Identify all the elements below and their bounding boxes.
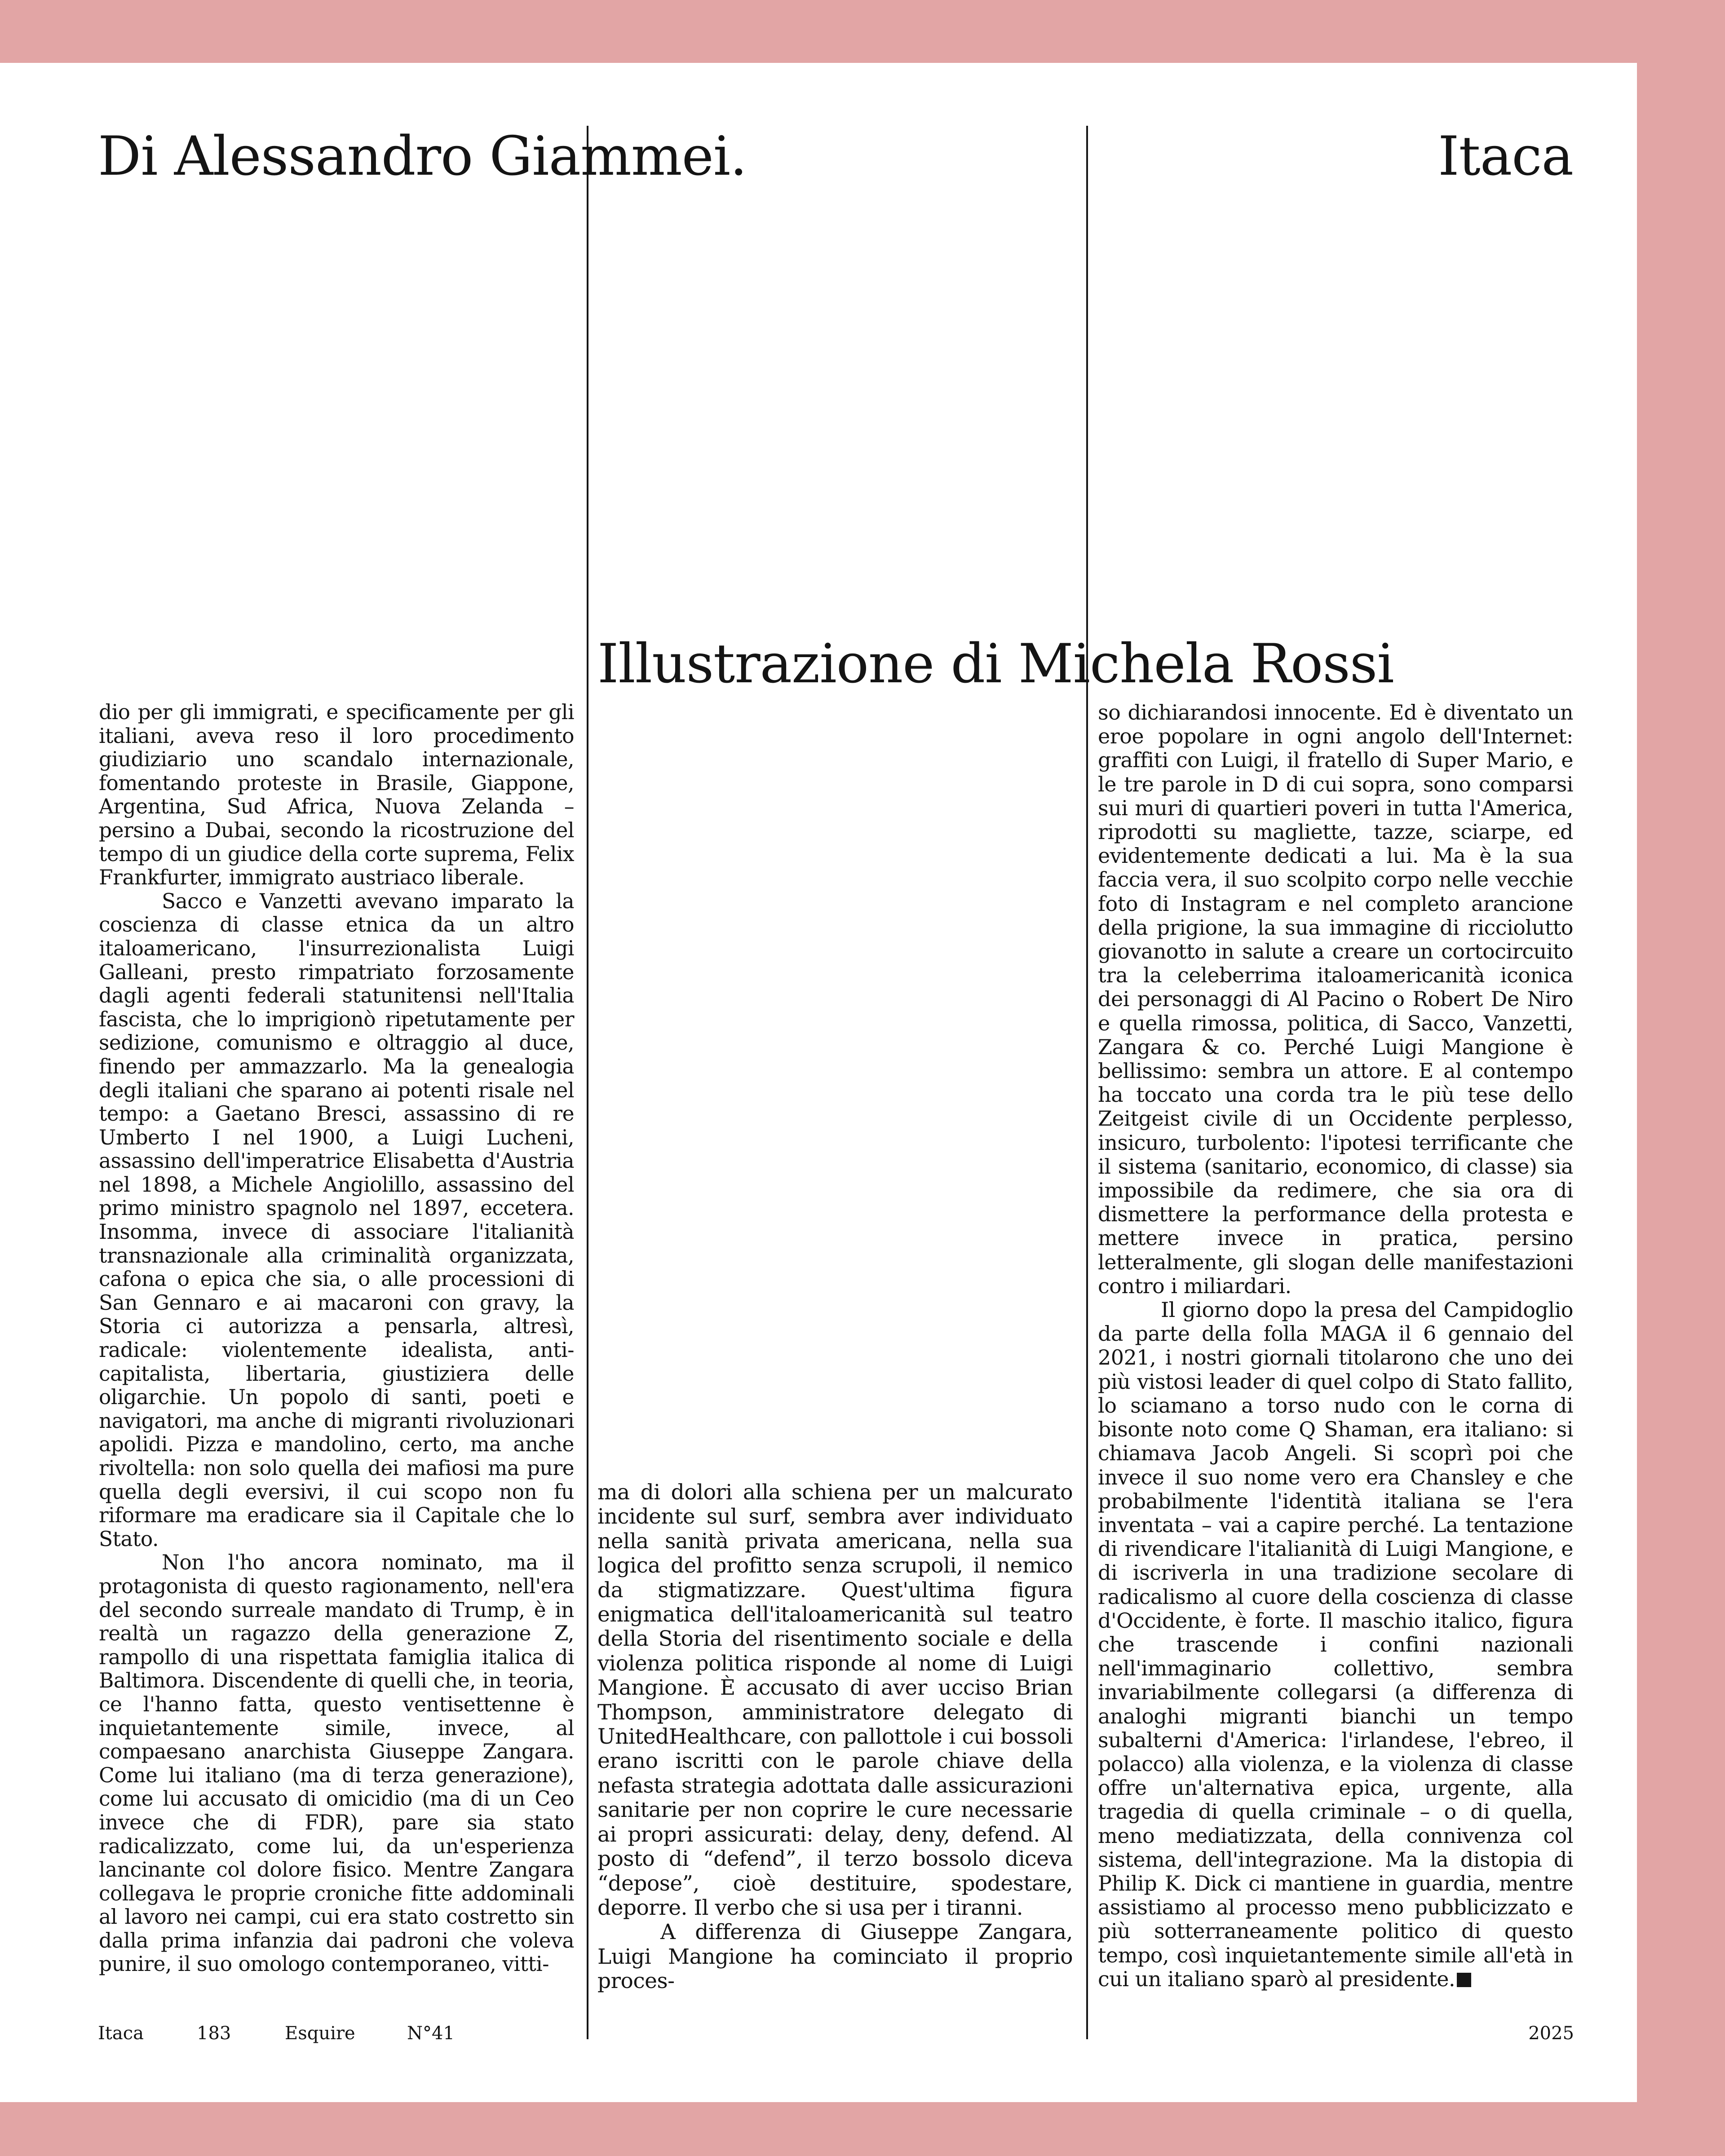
paragraph: dio per gli immigrati, e specificamente per gli italiani, aveva reso il loro procedimento giudiziario uno scandalo internazionale, fomentando proteste in Brasile, Giappone, Argentina, Sud Africa, Nuova Zelanda – persino a Dubai, secondo la ricostruzione del tempo di un giudice della corte suprema, Felix Frankfurter, immigrato austriaco liberale. [99,700,574,890]
footer-magazine: Esquire [285,2023,355,2044]
magazine-page [0,63,1637,2102]
illustration-credit: Illustrazione di Michela Rossi [597,633,1394,695]
paragraph-final [1098,1298,1573,1991]
text-column-1 [99,701,574,1976]
column-rule-left [587,126,588,2039]
paragraph-text: Il giorno dopo la presa del Campidoglio da parte della folla MAGA il 6 gennaio del 2021, i nostri giornali titolarono che uno dei più vistosi leader di quel colpo di Stato fallito, lo sciamano a torso nudo con le corna di bisonte noto come Q Shaman, era italiano: si chiamava Jacob Angeli. Si scoprì poi che invece il suo nome vero era Chansley e che probabilmente l'identità italiana se l'era inventata – vai a capire perché. La tentazione di rivendicare l'italianità di Luigi Mangione, e di iscriverla in una tradizione secolare di radicalismo al cuore della coscienza di classe d'Occidente, è forte. Il maschio italico, figura che trascende i confini nazionali nell'immaginario collettivo, sembra invariabilmente collegarsi (a differenza di analoghi migranti bianchi un tempo subalterni d'America: l'irlandese, l'ebreo, il polacco) alla violenza, e la violenza di classe offre un'alternativa epica, urgente, alla tragedia di quella criminale – o di quella, meno mediatizzata, della connivenza col sistema, dell'integrazione. Ma la distopia di Philip K. Dick ci mantiene in guardia, mentre assistiamo al processo meno pubblicizzato e più sotterraneamente politico di questo tempo, così inquietantemente simile all'età in cui un italiano sparò al presidente. [1098,1298,1573,1991]
paragraph: Sacco e Vanzetti avevano imparato la coscienza di classe etnica da un altro italoamericano, l'insurrezionalista Luigi Galleani, presto rimpatriato forzosamente dagli agenti federali statunitensi nell'Italia fascista, che lo imprigionò ripetutamente per sedizione, comunismo e oltraggio al duce, finendo per ammazzarlo. Ma la genealogia degli italiani che sparano ai potenti risale nel tempo: a Gaetano Bresci, assassino di re Umberto I nel 1900, a Luigi Lucheni, assassino dell'imperatrice Elisabetta d'Austria nel 1898, a Michele Angiolillo, assassino del primo ministro spagnolo nel 1897, eccetera. Insomma, invece di associare l'italianità transnazionale alla criminalità organizzata, cafona o epica che sia, o alle processioni di San Gennaro e ai macaroni con gravy, la Storia ci autorizza a pensarla, altresì, radicale: violentemente idealista, anti-capitalista, libertaria, giustiziera delle oligarchie. Un popolo di santi, poeti e navigatori, ma anche di migranti rivoluzionari apolidi. Pizza e mandolino, certo, ma anche rivoltella: non solo quella dei mafiosi ma pure quella degli eversivi, il cui scopo non fu riformare ma eradicare sia il Capitale che lo Stato. [99,889,574,1551]
column-rule-right [1086,126,1088,2039]
end-mark-icon [1457,1973,1471,1987]
section-title: Itaca [1438,125,1573,188]
paragraph: Non l'ho ancora nominato, ma il protagonista di questo ragionamento, nell'era del secondo surreale mandato di Trump, è in realtà un ragazzo della generazione Z, rampollo di una rispettata famiglia italica di Baltimora. Discendente di quelli che, in teoria, ce l'hanno fatta, questo ventisettenne è inquietantemente simile, invece, al compaesano anarchista Giuseppe Zangara. Come lui italiano (ma di terza generazione), come lui accusato di omicidio (ma di un Ceo invece che di FDR), pare sia stato radicalizzato, come lui, da un'esperienza lancinante col dolore fisico. Mentre Zangara collegava le proprie croniche fitte addominali al lavoro nei campi, cui era stato costretto sin dalla prima infanzia dai padroni che voleva punire, il suo omologo contemporaneo, vitti- [99,1551,574,1976]
footer-section: Itaca [98,2023,144,2044]
footer-page-number: 183 [197,2023,231,2044]
text-column-3 [1098,701,1573,1991]
paragraph: A differenza di Giuseppe Zangara, Luigi Mangione ha cominciato il proprio proces- [597,1920,1073,1994]
paragraph: so dichiarandosi innocente. Ed è diventato un eroe popolare in ogni angolo dell'Internet: graffiti con Luigi, il fratello di Super Mario, e le tre parole in D di cui sopra, sono comparsi sui muri di quartieri poveri in tutta l'America, riprodotti su magliette, tazze, sciarpe, ed evidentemente dedicati a lui. Ma è la sua faccia vera, il suo scolpito corpo nelle vecchie foto di Instagram e nel completo arancione della prigione, la sua immagine di ricciolutto giovanotto in salute a creare un cortocircuito tra la celeberrima italoamericanità iconica dei personaggi di Al Pacino o Robert De Niro e quella rimossa, politica, di Sacco, Vanzetti, Zangara & co. Perché Luigi Mangione è bellissimo: sembra un attore. E al contempo ha toccato una corda tra le più tese dello Zeitgeist civile di un Occidente perplesso, insicuro, turbolento: l'ipotesi terrificante che il sistema (sanitario, economico, di classe) sia impossibile da redimere, che sia ora di dismettere la performance della protesta e mettere invece in pratica, persino letteralmente, gli slogan delle manifestazioni contro i miliardari. [1098,700,1573,1298]
footer-year: 2025 [1528,2023,1574,2044]
author-byline: Di Alessandro Giammei. [98,125,747,188]
footer-issue: N°41 [407,2023,455,2044]
text-column-2 [597,1480,1073,1994]
paragraph: ma di dolori alla schiena per un malcurato incidente sul surf, sembra aver individuato nella sanità privata americana, nella sua logica del profitto senza scrupoli, il nemico da stigmatizzare. Quest'ultima figura enigmatica dell'italoamericanità sul teatro della Storia del risentimento sociale e della violenza politica risponde al nome di Luigi Mangione. È accusato di aver ucciso Brian Thompson, amministratore delegato di UnitedHealthcare, con pallottole i cui bossoli erano iscritti con le parole chiave della nefasta strategia adottata dalle assicurazioni sanitarie per non coprire le cure necessarie ai propri assicurati: delay, deny, defend. Al posto di “defend”, il terzo bossolo diceva “depose”, cioè destituire, spodestare, deporre. Il verbo che si usa per i tiranni. [597,1480,1073,1920]
